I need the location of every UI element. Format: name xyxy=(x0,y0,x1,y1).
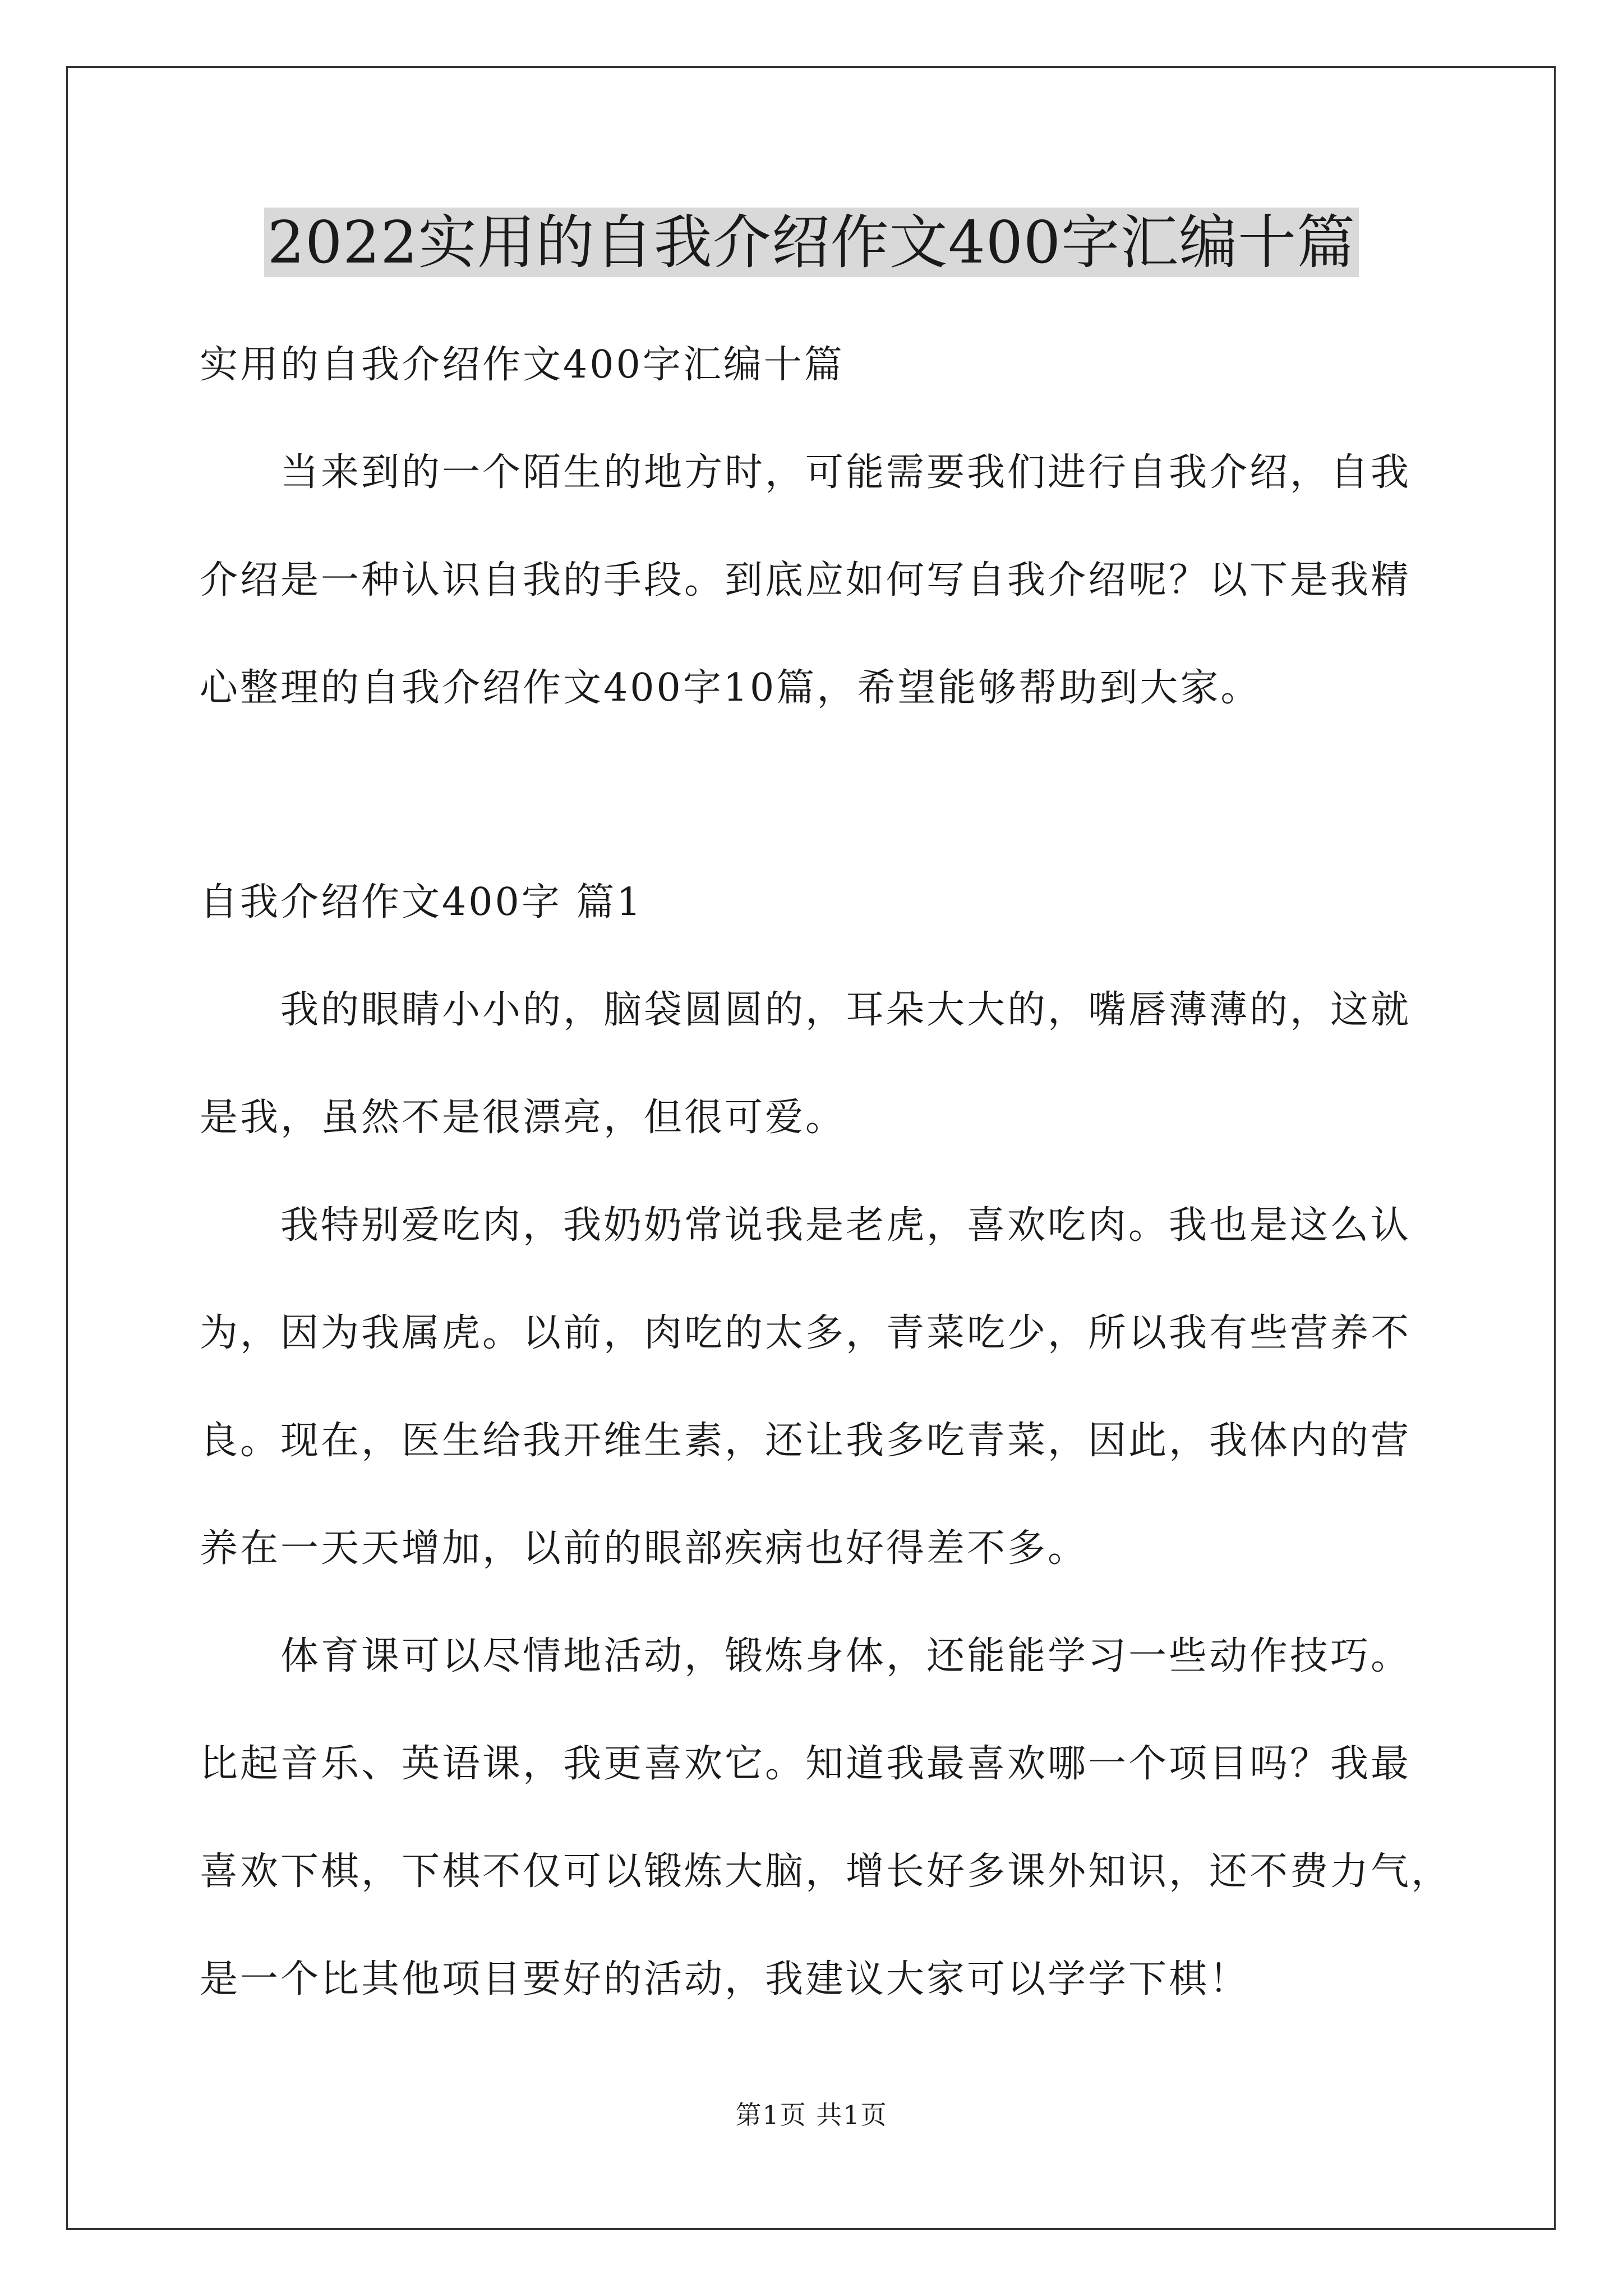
paragraph xyxy=(200,956,1433,1172)
paragraph-line: 良。现在，医生给我开维生素，还让我多吃青菜，因此，我体内的营 xyxy=(200,1419,1412,1463)
paragraph-line: 是我，虽然不是很漂亮，但很可爱。 xyxy=(200,1096,846,1140)
intro-paragraph xyxy=(200,419,1433,742)
paragraph-line: 心整理的自我介绍作文400字10篇，希望能够帮助到大家。 xyxy=(200,666,1261,710)
paragraph-line: 喜欢下棋，下棋不仅可以锻炼大脑，增长好多课外知识，还不费力气， xyxy=(200,1849,1452,1894)
paragraph xyxy=(200,1603,1452,2033)
paragraph-line: 为，因为我属虎。以前，肉吃的太多，青菜吃少，所以我有些营养不 xyxy=(200,1311,1412,1355)
paragraph-line: 我特别爱吃肉，我奶奶常说我是老虎，喜欢吃肉。我也是这么认 xyxy=(280,1203,1412,1248)
paragraph-line: 体育课可以尽情地活动，锻炼身体，还能能学习一些动作技巧。 xyxy=(280,1634,1412,1678)
section-heading: 自我介绍作文400字 篇1 xyxy=(200,880,643,924)
subtitle: 实用的自我介绍作文400字汇编十篇 xyxy=(200,343,845,387)
paragraph-line: 介绍是一种认识自我的手段。到底应如何写自我介绍呢？以下是我精 xyxy=(200,558,1412,602)
paragraph-line: 比起音乐、英语课，我更喜欢它。知道我最喜欢哪一个项目吗？我最 xyxy=(200,1742,1412,1786)
title-container xyxy=(0,208,1623,277)
paragraph-line: 当来到的一个陌生的地方时，可能需要我们进行自我介绍，自我 xyxy=(280,450,1412,495)
paragraph-line: 养在一天天增加，以前的眼部疾病也好得差不多。 xyxy=(200,1526,1089,1571)
paragraph-line: 是一个比其他项目要好的活动，我建议大家可以学学下棋！ xyxy=(200,1957,1250,2001)
document-title: 2022实用的自我介绍作文400字汇编十篇 xyxy=(264,208,1359,277)
document-body xyxy=(200,311,1452,2033)
section-spacer xyxy=(200,742,1433,849)
page-footer: 第1页 共1页 xyxy=(735,2100,888,2130)
paragraph xyxy=(200,1172,1433,1603)
paragraph-line: 我的眼睛小小的，脑袋圆圆的，耳朵大大的，嘴唇薄薄的，这就 xyxy=(280,988,1412,1032)
